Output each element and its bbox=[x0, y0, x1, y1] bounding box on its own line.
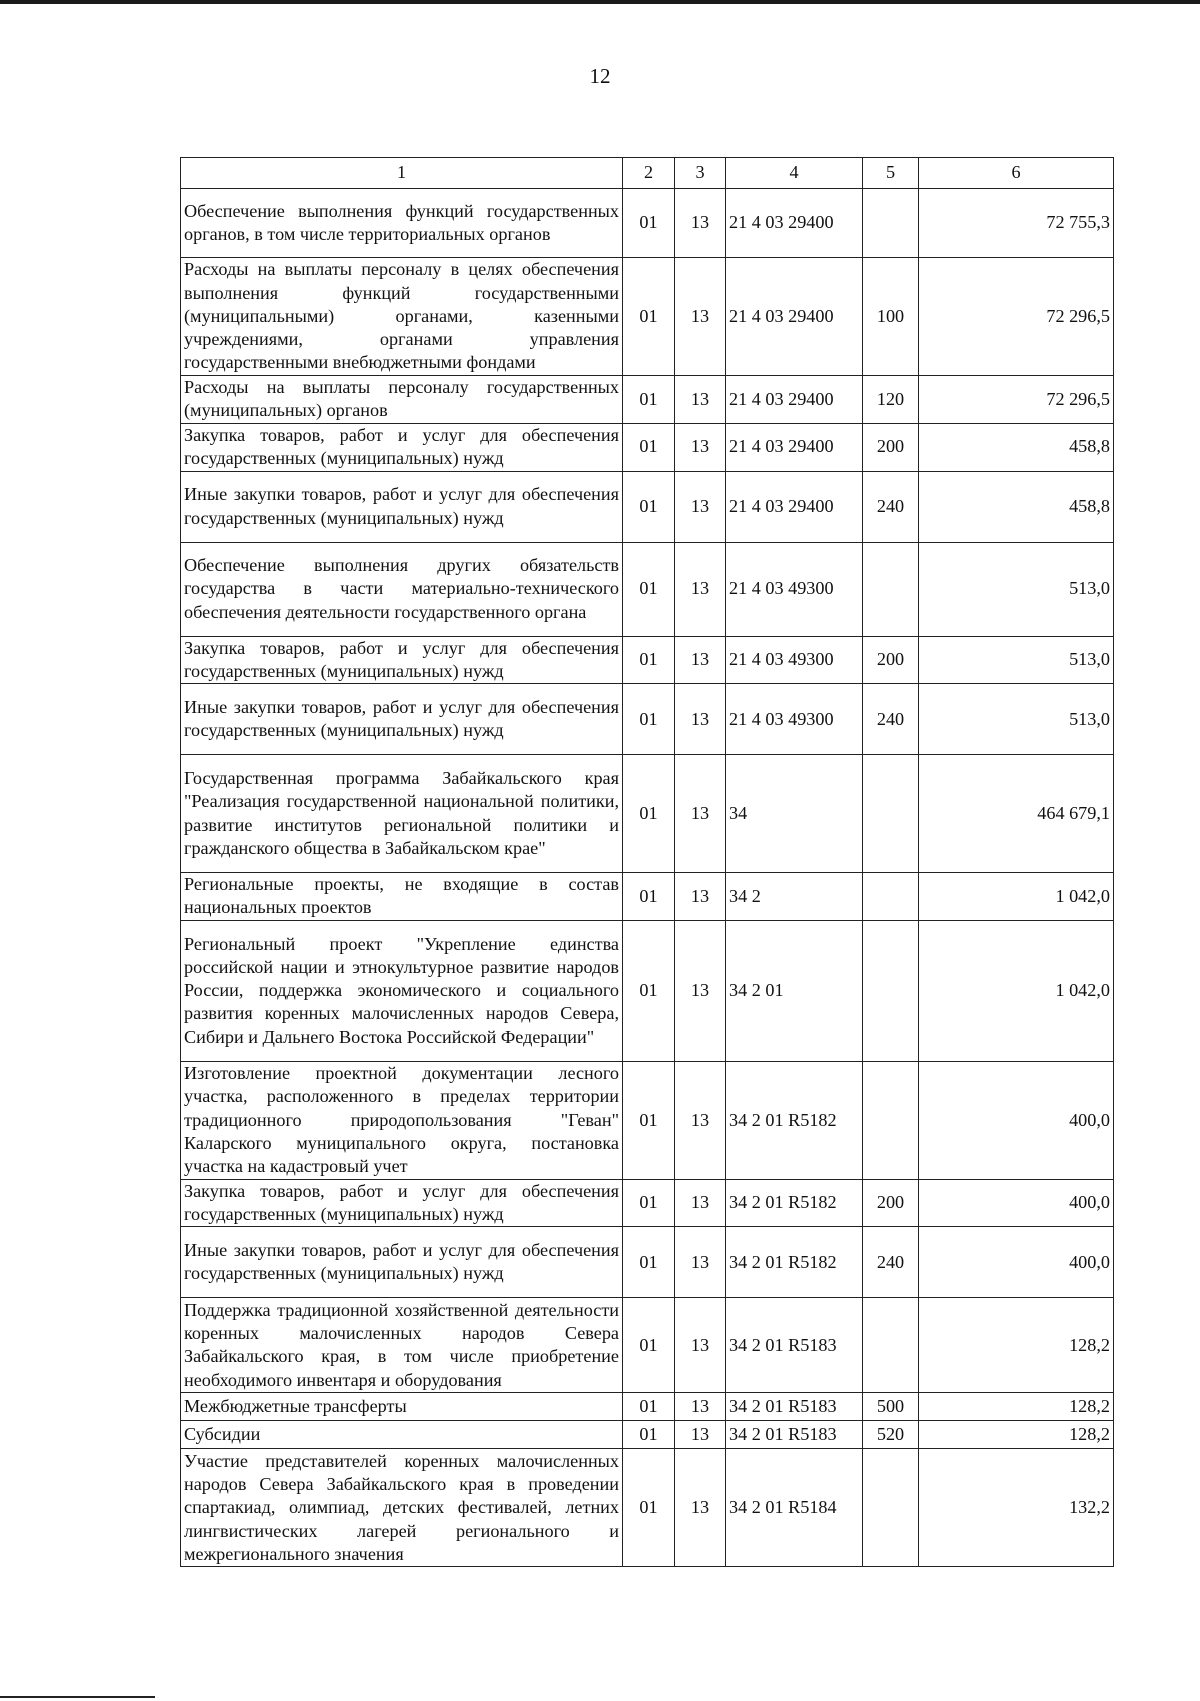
row-amount: 1 042,0 bbox=[919, 873, 1114, 921]
row-target-code: 34 2 01 R5183 bbox=[726, 1298, 863, 1393]
table-row bbox=[181, 1298, 1114, 1393]
row-subsection: 13 bbox=[675, 376, 726, 424]
row-section: 01 bbox=[623, 542, 675, 636]
row-subsection: 13 bbox=[675, 471, 726, 542]
header-col-5: 5 bbox=[863, 158, 919, 189]
row-subsection: 13 bbox=[675, 1298, 726, 1393]
row-section: 01 bbox=[623, 1449, 675, 1567]
row-section: 01 bbox=[623, 636, 675, 684]
row-subsection: 13 bbox=[675, 1179, 726, 1227]
row-target-code: 34 2 01 R5184 bbox=[726, 1449, 863, 1567]
row-subsection: 13 bbox=[675, 1449, 726, 1567]
row-target-code: 21 4 03 49300 bbox=[726, 542, 863, 636]
row-target-code: 21 4 03 29400 bbox=[726, 471, 863, 542]
row-expense-type: 200 bbox=[863, 423, 919, 471]
row-amount: 464 679,1 bbox=[919, 755, 1114, 873]
row-amount: 458,8 bbox=[919, 423, 1114, 471]
row-target-code: 21 4 03 29400 bbox=[726, 423, 863, 471]
table-row bbox=[181, 755, 1114, 873]
row-amount: 513,0 bbox=[919, 636, 1114, 684]
row-target-code: 34 2 01 R5182 bbox=[726, 1061, 863, 1179]
table-row bbox=[181, 258, 1114, 376]
header-col-2: 2 bbox=[623, 158, 675, 189]
row-amount: 1 042,0 bbox=[919, 920, 1114, 1061]
header-col-6: 6 bbox=[919, 158, 1114, 189]
row-expense-type: 520 bbox=[863, 1421, 919, 1449]
row-description: Расходы на выплаты персоналу государственных (муниципальных) органов bbox=[181, 376, 623, 424]
header-col-1: 1 bbox=[181, 158, 623, 189]
row-expense-type bbox=[863, 755, 919, 873]
row-expense-type: 200 bbox=[863, 1179, 919, 1227]
row-amount: 400,0 bbox=[919, 1179, 1114, 1227]
row-description: Закупка товаров, работ и услуг для обеспечения государственных (муниципальных) нужд bbox=[181, 1179, 623, 1227]
row-description: Изготовление проектной документации лесного участка, расположенного в пределах территории традиционного природопользования "Геван" Каларского муниципального округа, постановка участка на кадастровый учет bbox=[181, 1061, 623, 1179]
row-section: 01 bbox=[623, 684, 675, 755]
row-expense-type: 120 bbox=[863, 376, 919, 424]
row-section: 01 bbox=[623, 1227, 675, 1298]
row-expense-type bbox=[863, 873, 919, 921]
row-subsection: 13 bbox=[675, 1393, 726, 1421]
row-description: Субсидии bbox=[181, 1421, 623, 1449]
row-subsection: 13 bbox=[675, 1421, 726, 1449]
row-description: Межбюджетные трансферты bbox=[181, 1393, 623, 1421]
row-subsection: 13 bbox=[675, 873, 726, 921]
row-target-code: 34 2 01 R5182 bbox=[726, 1227, 863, 1298]
row-amount: 72 296,5 bbox=[919, 258, 1114, 376]
row-section: 01 bbox=[623, 1393, 675, 1421]
row-description: Участие представителей коренных малочисленных народов Севера Забайкальского края в проведении спартакиад, олимпиад, детских фестивалей, летних лингвистических лагерей регионального и межрегионального значения bbox=[181, 1449, 623, 1567]
row-amount: 513,0 bbox=[919, 542, 1114, 636]
row-expense-type: 240 bbox=[863, 471, 919, 542]
row-subsection: 13 bbox=[675, 755, 726, 873]
row-subsection: 13 bbox=[675, 636, 726, 684]
row-target-code: 34 2 01 R5183 bbox=[726, 1421, 863, 1449]
row-description: Поддержка традиционной хозяйственной деятельности коренных малочисленных народов Севера Забайкальского края, в том числе приобретение необходимого инвентаря и оборудования bbox=[181, 1298, 623, 1393]
row-section: 01 bbox=[623, 920, 675, 1061]
row-target-code: 34 2 01 R5183 bbox=[726, 1393, 863, 1421]
row-target-code: 34 bbox=[726, 755, 863, 873]
row-section: 01 bbox=[623, 1421, 675, 1449]
row-description: Иные закупки товаров, работ и услуг для обеспечения государственных (муниципальных) нужд bbox=[181, 471, 623, 542]
row-section: 01 bbox=[623, 1298, 675, 1393]
row-subsection: 13 bbox=[675, 423, 726, 471]
table-header bbox=[181, 158, 1114, 189]
row-description: Расходы на выплаты персоналу в целях обеспечения выполнения функций государственными (муниципальными) органами, казенными учреждениями, органами управления государственными внебюджетными фондами bbox=[181, 258, 623, 376]
row-section: 01 bbox=[623, 258, 675, 376]
row-expense-type bbox=[863, 1298, 919, 1393]
row-description: Закупка товаров, работ и услуг для обеспечения государственных (муниципальных) нужд bbox=[181, 636, 623, 684]
table-row bbox=[181, 1179, 1114, 1227]
row-amount: 132,2 bbox=[919, 1449, 1114, 1567]
row-expense-type bbox=[863, 1449, 919, 1567]
row-expense-type bbox=[863, 920, 919, 1061]
row-description: Региональный проект "Укрепление единства российской нации и этнокультурное развитие народов России, поддержка экономического и социального развития коренных малочисленных народов Севера, Сибири и Дальнего Востока Российской Федерации" bbox=[181, 920, 623, 1061]
row-amount: 72 755,3 bbox=[919, 189, 1114, 258]
row-expense-type: 500 bbox=[863, 1393, 919, 1421]
row-subsection: 13 bbox=[675, 258, 726, 376]
row-subsection: 13 bbox=[675, 920, 726, 1061]
row-expense-type bbox=[863, 542, 919, 636]
table-row bbox=[181, 189, 1114, 258]
table-body bbox=[181, 189, 1114, 1567]
row-subsection: 13 bbox=[675, 1227, 726, 1298]
table-row bbox=[181, 684, 1114, 755]
table-row bbox=[181, 1421, 1114, 1449]
row-amount: 72 296,5 bbox=[919, 376, 1114, 424]
row-target-code: 34 2 01 bbox=[726, 920, 863, 1061]
row-subsection: 13 bbox=[675, 189, 726, 258]
row-amount: 128,2 bbox=[919, 1421, 1114, 1449]
table-row bbox=[181, 376, 1114, 424]
table-row bbox=[181, 920, 1114, 1061]
row-amount: 400,0 bbox=[919, 1227, 1114, 1298]
row-description: Обеспечение выполнения функций государственных органов, в том числе территориальных органов bbox=[181, 189, 623, 258]
row-target-code: 21 4 03 29400 bbox=[726, 258, 863, 376]
row-section: 01 bbox=[623, 755, 675, 873]
header-col-3: 3 bbox=[675, 158, 726, 189]
table-row bbox=[181, 1449, 1114, 1567]
row-description: Иные закупки товаров, работ и услуг для обеспечения государственных (муниципальных) нужд bbox=[181, 1227, 623, 1298]
row-amount: 128,2 bbox=[919, 1298, 1114, 1393]
row-target-code: 34 2 01 R5182 bbox=[726, 1179, 863, 1227]
row-description: Региональные проекты, не входящие в состав национальных проектов bbox=[181, 873, 623, 921]
row-section: 01 bbox=[623, 1061, 675, 1179]
row-target-code: 34 2 bbox=[726, 873, 863, 921]
row-expense-type: 240 bbox=[863, 684, 919, 755]
row-target-code: 21 4 03 29400 bbox=[726, 376, 863, 424]
row-description: Государственная программа Забайкальского края "Реализация государственной национальной политики, развитие институтов региональной политики и гражданского общества в Забайкальском крае" bbox=[181, 755, 623, 873]
row-section: 01 bbox=[623, 423, 675, 471]
table-row bbox=[181, 636, 1114, 684]
row-section: 01 bbox=[623, 376, 675, 424]
row-subsection: 13 bbox=[675, 684, 726, 755]
row-section: 01 bbox=[623, 1179, 675, 1227]
row-description: Обеспечение выполнения других обязательств государства в части материально-технического обеспечения деятельности государственного органа bbox=[181, 542, 623, 636]
row-expense-type: 100 bbox=[863, 258, 919, 376]
row-section: 01 bbox=[623, 189, 675, 258]
row-expense-type bbox=[863, 189, 919, 258]
row-amount: 458,8 bbox=[919, 471, 1114, 542]
row-description: Иные закупки товаров, работ и услуг для обеспечения государственных (муниципальных) нужд bbox=[181, 684, 623, 755]
table-row bbox=[181, 1061, 1114, 1179]
table-row bbox=[181, 1393, 1114, 1421]
row-target-code: 21 4 03 49300 bbox=[726, 636, 863, 684]
row-amount: 513,0 bbox=[919, 684, 1114, 755]
row-description: Закупка товаров, работ и услуг для обеспечения государственных (муниципальных) нужд bbox=[181, 423, 623, 471]
row-subsection: 13 bbox=[675, 1061, 726, 1179]
row-expense-type: 240 bbox=[863, 1227, 919, 1298]
footer-rule bbox=[0, 1696, 155, 1698]
scan-top-border bbox=[0, 0, 1200, 4]
table-row bbox=[181, 471, 1114, 542]
page-number: 12 bbox=[589, 64, 611, 88]
table-row bbox=[181, 542, 1114, 636]
row-section: 01 bbox=[623, 873, 675, 921]
header-col-4: 4 bbox=[726, 158, 863, 189]
row-target-code: 21 4 03 49300 bbox=[726, 684, 863, 755]
row-expense-type bbox=[863, 1061, 919, 1179]
table-row bbox=[181, 873, 1114, 921]
row-amount: 400,0 bbox=[919, 1061, 1114, 1179]
budget-table bbox=[180, 157, 1114, 1567]
row-target-code: 21 4 03 29400 bbox=[726, 189, 863, 258]
table-row bbox=[181, 423, 1114, 471]
table-row bbox=[181, 1227, 1114, 1298]
row-subsection: 13 bbox=[675, 542, 726, 636]
header-row bbox=[181, 158, 1114, 189]
row-expense-type: 200 bbox=[863, 636, 919, 684]
row-amount: 128,2 bbox=[919, 1393, 1114, 1421]
row-section: 01 bbox=[623, 471, 675, 542]
